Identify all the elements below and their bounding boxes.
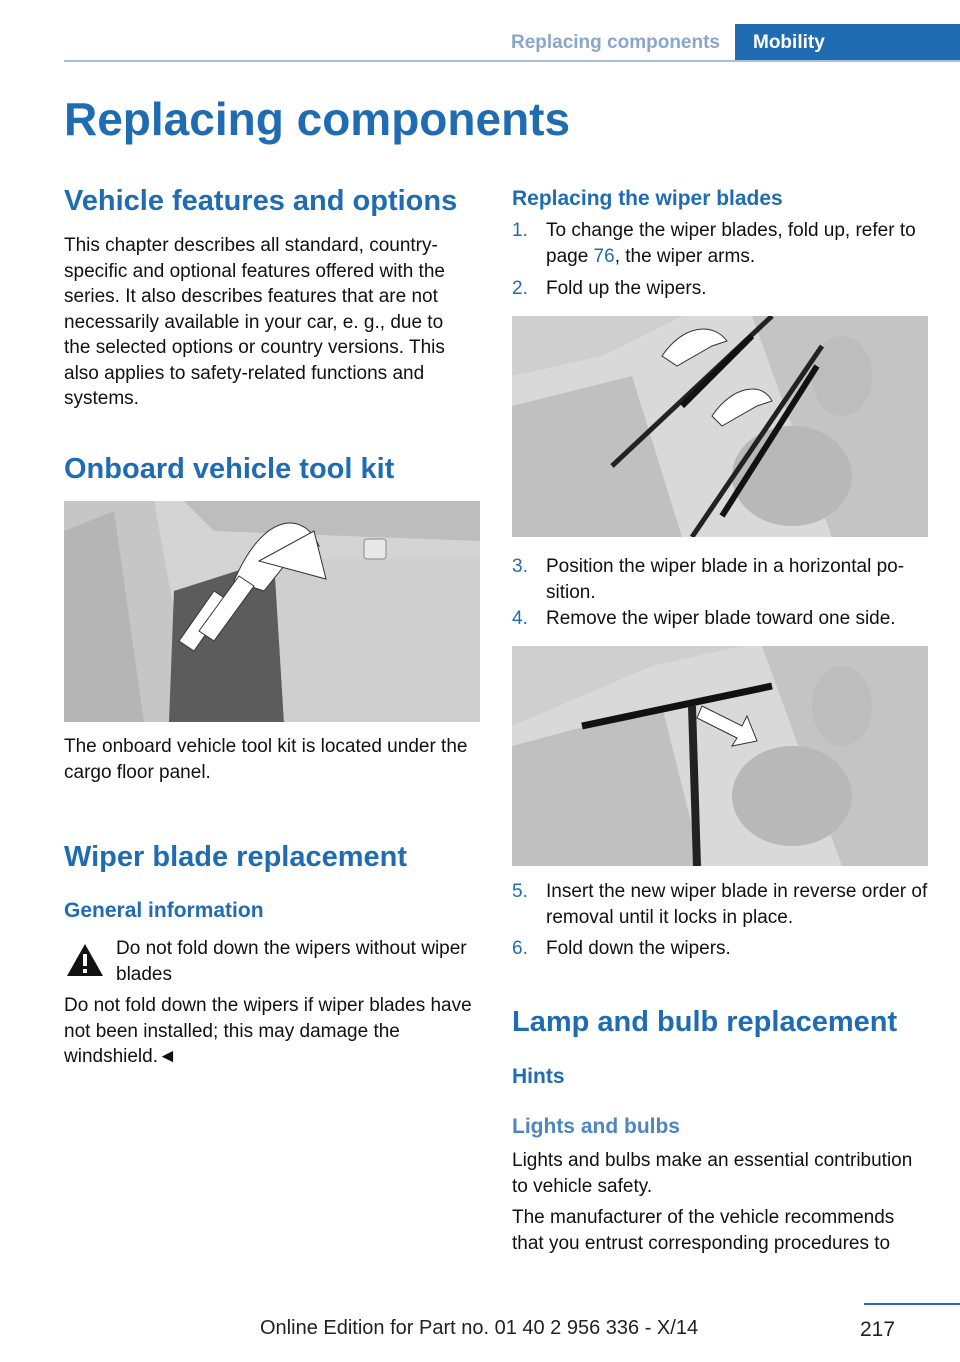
warning-icon xyxy=(64,940,106,985)
heading-hints: Hints xyxy=(512,1065,565,1088)
step-number: 2. xyxy=(512,278,528,299)
heading-wiper-replacement: Wiper blade replacement xyxy=(64,841,408,873)
step-number: 1. xyxy=(512,220,528,241)
step-number: 6. xyxy=(512,938,528,959)
fold-up-wipers-image xyxy=(512,316,928,537)
header-chapter-tab[interactable]: Mobility xyxy=(735,24,960,62)
heading-general-information: General information xyxy=(64,899,264,922)
tool-kit-paragraph: The onboard vehicle tool kit is located under the cargo floor panel. xyxy=(64,736,468,783)
step-2-text: Fold up the wipers. xyxy=(546,278,707,299)
step-6-text: Fold down the wipers. xyxy=(546,938,731,959)
lights-paragraph-1: Lights and bulbs make an essential contribution to vehicle safety. xyxy=(512,1150,913,1197)
remove-blade-image xyxy=(512,646,928,866)
features-paragraph: This chapter describes all standard, country-specific and optional features offered with the series. It also describes features that are not necessarily available in your car, e. g., due to the selected options or country versions. This also applies to safety-related functions and systems. xyxy=(64,235,445,409)
step-number: 3. xyxy=(512,556,528,577)
header-rule xyxy=(64,60,960,62)
heading-tool-kit: Onboard vehicle tool kit xyxy=(64,453,395,485)
step-number: 4. xyxy=(512,608,528,629)
lights-paragraph-2: The manufacturer of the vehicle recommends that you entrust corresponding procedures to xyxy=(512,1207,895,1254)
warning-title: Do not fold down the wipers without wiper blades xyxy=(116,938,467,985)
warning-text: Do not fold down the wipers if wiper blades have not been installed; this may damage the windshield.◄ xyxy=(64,995,472,1067)
page-76-link[interactable]: 76 xyxy=(593,245,615,267)
edition-footer: Online Edition for Part no. 01 40 2 956 336 - X/14 xyxy=(260,1317,699,1339)
heading-lights-and-bulbs: Lights and bulbs xyxy=(512,1115,680,1138)
heading-replacing-wiper-blades: Replacing the wiper blades xyxy=(512,187,783,210)
tool-kit-image xyxy=(64,501,480,722)
page-title: Replacing components xyxy=(64,93,571,145)
step-5-text: Insert the new wiper blade in reverse order of removal until it locks in place. xyxy=(546,881,928,928)
step-4-text: Remove the wiper blade toward one side. xyxy=(546,608,896,629)
header-section-title: Replacing components xyxy=(510,32,720,53)
heading-lamp-replacement: Lamp and bulb replacement xyxy=(512,1006,898,1038)
step-1-text: To change the wiper blades, fold up, refer to page xyxy=(546,220,916,267)
step-number: 5. xyxy=(512,881,528,902)
step-3-text: Position the wiper blade in a horizontal position. xyxy=(546,556,905,603)
page-number: 217 xyxy=(860,1318,896,1341)
heading-vehicle-features: Vehicle features and options xyxy=(64,185,458,217)
step-1-text-end: , the wiper arms. xyxy=(614,245,756,267)
footer-rule xyxy=(864,1303,960,1305)
